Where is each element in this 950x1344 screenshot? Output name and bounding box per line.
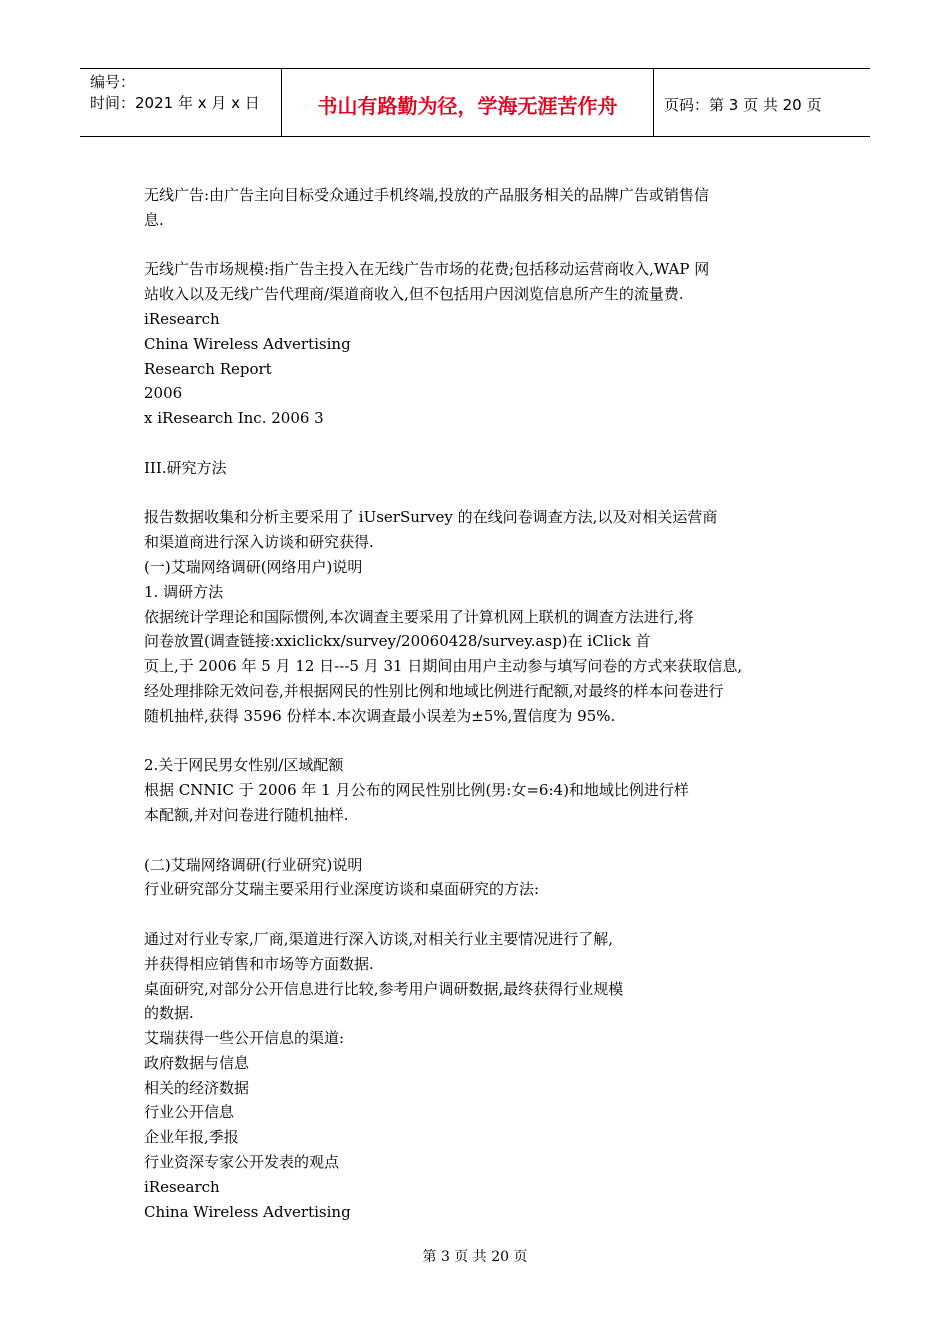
text-line: 行业资深专家公开发表的观点 (144, 1153, 340, 1172)
text-line: (一)艾瑞网络调研(网络用户)说明 (144, 557, 363, 576)
blank-line (144, 902, 804, 927)
text-line: 通过对行业专家,厂商,渠道进行深入访谈,对相关行业主要情况进行了解, (144, 929, 614, 948)
text-line: x iResearch Inc. 2006 3 (144, 409, 324, 428)
text-line: 行业研究部分艾瑞主要采用行业深度访谈和桌面研究的方法: (144, 880, 540, 899)
text-line: 并获得相应销售和市场等方面数据. (144, 954, 374, 973)
document-body (144, 183, 804, 1224)
text-line: iResearch (144, 1177, 220, 1196)
text-line: 桌面研究,对部分公开信息进行比较,参考用户调研数据,最终获得行业规模 (144, 979, 624, 998)
text-line: 问卷放置(调查链接:xxiclickx/survey/20060428/survey.asp)在 iClick 首 (144, 632, 651, 651)
text-line: China Wireless Advertising (144, 1202, 351, 1221)
header-motto: 书山有路勤为径，学海无涯苦作舟 (282, 69, 654, 136)
text-line: 本配额,并对问卷进行随机抽样. (144, 805, 349, 824)
text-line: 政府数据与信息 (144, 1053, 250, 1072)
blank-line (144, 431, 804, 456)
text-line: 息. (144, 210, 164, 229)
text-line: 和渠道商进行深入访谈和研究获得. (144, 533, 374, 552)
text-line: 依据统计学理论和国际惯例,本次调查主要采用了计算机网上联机的调查方法进行,将 (144, 607, 694, 626)
text-line: China Wireless Advertising (144, 334, 351, 353)
text-line: 页上,于 2006 年 5 月 12 日---5 月 31 日期间由用户主动参与填写问卷的方式来获取信息, (144, 657, 743, 676)
header-page-number: 页码：第 3 页 共 20 页 (664, 96, 822, 114)
text-line: 企业年报,季报 (144, 1128, 239, 1147)
text-line: III.研究方法 (144, 458, 227, 477)
text-line: 随机抽样,获得 3596 份样本.本次调查最小误差为±5%,置信度为 95%. (144, 706, 616, 725)
document-number-label: 编号： (90, 73, 136, 91)
page-header (80, 68, 870, 137)
text-line: 1. 调研方法 (144, 582, 224, 601)
text-line: 行业公开信息 (144, 1103, 235, 1122)
blank-line (144, 729, 804, 754)
header-info-cell (80, 69, 282, 136)
text-line: 经处理排除无效问卷,并根据网民的性别比例和地域比例进行配额,对最终的样本问卷进行 (144, 681, 724, 700)
text-line: 无线广告市场规模:指广告主投入在无线广告市场的花费;包括移动运营商收入,WAP 网 (144, 260, 710, 279)
blank-line (144, 828, 804, 853)
blank-line (144, 481, 804, 506)
text-line: 根据 CNNIC 于 2006 年 1 月公布的网民性别比例(男:女=6:4)和地域比例进行样 (144, 781, 689, 800)
text-line: 的数据. (144, 1004, 194, 1023)
page-footer: 第 3 页 共 20 页 (422, 1249, 528, 1265)
text-line: 无线广告:由广告主向目标受众通过手机终端,投放的产品服务相关的品牌广告或销售信 (144, 186, 709, 204)
text-line: Research Report (144, 359, 272, 378)
text-line: 相关的经济数据 (144, 1078, 250, 1097)
blank-line (144, 233, 804, 258)
text-line: 报告数据收集和分析主要采用了 iUserSurvey 的在线问卷调查方法,以及对相关运营商 (144, 508, 718, 527)
text-line: 艾瑞获得一些公开信息的渠道: (144, 1029, 345, 1048)
text-line: 2.关于网民男女性别/区域配额 (144, 756, 344, 775)
text-line: (二)艾瑞网络调研(行业研究)说明 (144, 855, 363, 874)
text-line: iResearch (144, 309, 220, 328)
text-line: 2006 (144, 384, 183, 403)
document-date-label: 时间：2021 年 x 月 x 日 (90, 94, 260, 112)
text-line: 站收入以及无线广告代理商/渠道商收入,但不包括用户因浏览信息所产生的流量费. (144, 285, 684, 304)
